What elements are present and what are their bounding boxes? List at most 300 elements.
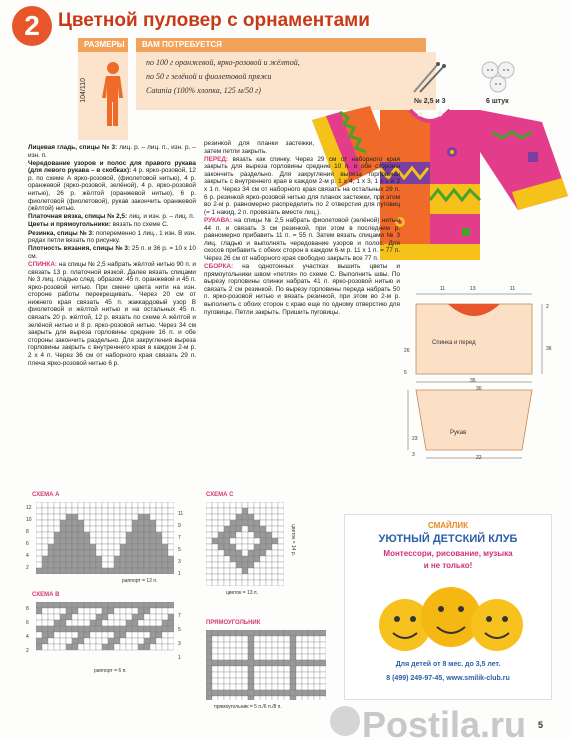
schematic-bottom: 35	[470, 378, 476, 384]
chart-cell	[168, 644, 174, 650]
chart-cell	[236, 532, 242, 538]
chart-cell	[248, 696, 254, 700]
chart-cell	[254, 660, 260, 666]
chart-cell	[272, 672, 278, 678]
section-text: на однотонных участках вышить цветы и прямоугольники швом «петля» по схеме С. Выполнить швы. По вырезу горловины спинки набрать 41 п. ярко-розовой нитью и связать 2 см резинкой. По вырезу горловины переда набрать 50 п. ярко-розовой нитью и вязать резинкой, при этом во 2-м р. выполнить с обоих сторон с краю еще по одному отверстию для пуговицы. Петли закрыть. Пришить пуговицы.	[204, 263, 400, 316]
chart-cell	[206, 642, 212, 648]
smiley-balls-icon	[375, 577, 525, 657]
chart-cell	[254, 526, 260, 532]
chart-cell	[230, 502, 236, 508]
chart-cell	[278, 556, 284, 562]
chart-cell	[90, 644, 96, 650]
chart-c-flower-side: цветок = 14 р.	[290, 524, 296, 557]
chart-cell	[90, 538, 96, 544]
chart-cell	[144, 614, 150, 620]
chart-cell	[96, 562, 102, 568]
chart-cell	[54, 608, 60, 614]
chart-cell	[84, 544, 90, 550]
chart-cell	[218, 526, 224, 532]
chart-cell	[224, 672, 230, 678]
chart-cell	[114, 538, 120, 544]
chart-cell	[150, 614, 156, 620]
chart-cell	[236, 538, 242, 544]
chart-cell	[290, 684, 296, 690]
chart-cell	[156, 544, 162, 550]
chart-cell	[236, 642, 242, 648]
chart-cell	[144, 520, 150, 526]
chart-cell	[254, 690, 260, 696]
chart-cell	[320, 678, 326, 684]
chart-cell	[78, 602, 84, 608]
chart-cell	[144, 638, 150, 644]
chart-cell	[66, 532, 72, 538]
chart-cell	[272, 678, 278, 684]
chart-cell	[266, 654, 272, 660]
chart-cell	[266, 526, 272, 532]
ad-brand: СМАЙЛИК	[427, 521, 469, 530]
chart-cell	[42, 502, 48, 508]
chart-cell	[218, 648, 224, 654]
schematic-body-label: Спинка и перед	[432, 340, 476, 346]
chart-cell	[126, 508, 132, 514]
chart-cell	[278, 502, 284, 508]
chart-cell	[290, 666, 296, 672]
chart-cell	[320, 648, 326, 654]
chart-cell	[278, 574, 284, 580]
chart-cell	[78, 532, 84, 538]
schematic-left-1: 26	[404, 348, 410, 354]
chart-cell	[248, 520, 254, 526]
chart-cell	[114, 568, 120, 574]
chart-cell	[60, 520, 66, 526]
chart-cell	[314, 678, 320, 684]
chart-cell	[60, 538, 66, 544]
chart-cell	[230, 678, 236, 684]
chart-cell	[72, 508, 78, 514]
chart-cell	[120, 632, 126, 638]
chart-cell	[132, 550, 138, 556]
chart-cell	[132, 644, 138, 650]
chart-cell	[162, 532, 168, 538]
chart-b-rows-right	[178, 609, 181, 665]
chart-cell	[218, 544, 224, 550]
chart-cell	[314, 690, 320, 696]
chart-cell	[42, 508, 48, 514]
chart-cell	[248, 502, 254, 508]
chart-cell	[272, 568, 278, 574]
chart-cell	[84, 644, 90, 650]
chart-cell	[150, 608, 156, 614]
chart-cell	[278, 550, 284, 556]
chart-cell	[150, 556, 156, 562]
row-number: 4	[26, 553, 29, 559]
chart-cell	[320, 672, 326, 678]
chart-cell	[308, 636, 314, 642]
chart-cell	[260, 666, 266, 672]
knitting-needles-icon	[408, 60, 448, 96]
chart-cell	[108, 644, 114, 650]
ad-contact[interactable]: 8 (499) 249-97-45, www.smilik-club.ru	[386, 675, 510, 682]
chart-cell	[266, 532, 272, 538]
chart-cell	[302, 684, 308, 690]
chart-cell	[206, 654, 212, 660]
chart-cell	[236, 654, 242, 660]
chart-cell	[224, 642, 230, 648]
chart-cell	[260, 690, 266, 696]
chart-cell	[120, 550, 126, 556]
chart-cell	[156, 626, 162, 632]
chart-cell	[78, 526, 84, 532]
chart-cell	[150, 532, 156, 538]
chart-cell	[168, 550, 174, 556]
chart-cell	[284, 666, 290, 672]
chart-cell	[248, 568, 254, 574]
chart-cell	[156, 514, 162, 520]
chart-cell	[120, 514, 126, 520]
chart-cell	[266, 520, 272, 526]
chart-cell	[248, 580, 254, 586]
chart-cell	[218, 502, 224, 508]
chart-cell	[272, 690, 278, 696]
chart-cell	[212, 550, 218, 556]
chart-cell	[272, 648, 278, 654]
section-text: вязать по схеме С.	[110, 221, 169, 229]
chart-cell	[260, 684, 266, 690]
chart-cell	[296, 684, 302, 690]
chart-cell	[156, 620, 162, 626]
chart-cell	[54, 508, 60, 514]
chart-cell	[78, 626, 84, 632]
chart-b-caption: СХЕМА В	[32, 592, 60, 598]
chart-cell	[72, 632, 78, 638]
chart-cell	[308, 684, 314, 690]
chart-cell	[320, 636, 326, 642]
chart-cell	[108, 532, 114, 538]
section-heading: Лицевая гладь, спицы № 3:	[28, 144, 118, 151]
rect-chart-note: прямоугольник = 5 п./6 п./8 п.	[214, 704, 282, 710]
chart-cell	[296, 636, 302, 642]
chart-cell	[138, 626, 144, 632]
chart-cell	[296, 690, 302, 696]
chart-cell	[290, 636, 296, 642]
chart-cell	[272, 520, 278, 526]
chart-b-rows	[26, 602, 29, 658]
chart-cell	[138, 638, 144, 644]
chart-cell	[224, 684, 230, 690]
chart-cell	[90, 520, 96, 526]
chart-cell	[66, 526, 72, 532]
chart-cell	[242, 642, 248, 648]
chart-cell	[254, 636, 260, 642]
chart-cell	[90, 602, 96, 608]
section-heading: Цветы и прямоугольники:	[28, 221, 111, 229]
chart-cell	[144, 508, 150, 514]
chart-cell	[224, 630, 230, 636]
chart-cell	[138, 526, 144, 532]
chart-cell	[266, 562, 272, 568]
needles-caption: № 2,5 и 3	[414, 98, 446, 105]
chart-cell	[266, 636, 272, 642]
chart-cell	[96, 502, 102, 508]
chart-cell	[230, 580, 236, 586]
chart-cell	[284, 684, 290, 690]
chart-cell	[48, 502, 54, 508]
chart-cell	[102, 514, 108, 520]
section-text: 4 р. ярко-розовой, 12 р. по схеме А ярко-розовой, (фиолетовой нитью), 4 р. оранжевой (ярко-розовой, зелёной), 4 р. ярко-розовой нитью), 26 р. жёлтой (оранжевой нитью), 6 р. фиолетовой (фиолетовой), рукав закончить оранжевой (жёлтой) нитью.	[28, 167, 196, 213]
chart-cell	[224, 696, 230, 700]
chart-cell	[126, 544, 132, 550]
chart-cell	[156, 538, 162, 544]
chart-cell	[248, 526, 254, 532]
chart-cell	[168, 526, 174, 532]
chart-cell	[132, 632, 138, 638]
chart-cell	[314, 666, 320, 672]
chart-cell	[308, 696, 314, 700]
chart-cell	[206, 690, 212, 696]
chart-cell	[278, 690, 284, 696]
chart-cell	[66, 562, 72, 568]
chart-cell	[290, 654, 296, 660]
chart-cell	[96, 514, 102, 520]
chart-cell	[314, 672, 320, 678]
chart-cell	[144, 620, 150, 626]
chart-cell	[296, 678, 302, 684]
chart-cell	[108, 514, 114, 520]
chart-cell	[60, 602, 66, 608]
chart-cell	[230, 568, 236, 574]
chart-cell	[218, 520, 224, 526]
chart-cell	[308, 654, 314, 660]
chart-cell	[212, 508, 218, 514]
chart-cell	[162, 626, 168, 632]
chart-cell	[212, 544, 218, 550]
chart-cell	[102, 626, 108, 632]
chart-cell	[260, 696, 266, 700]
chart-cell	[278, 526, 284, 532]
chart-cell	[108, 520, 114, 526]
chart-cell	[260, 660, 266, 666]
chart-cell	[296, 696, 302, 700]
chart-cell	[72, 562, 78, 568]
chart-cell	[42, 562, 48, 568]
chart-cell	[218, 562, 224, 568]
chart-cell	[248, 678, 254, 684]
ad-line-2: и не только!	[423, 561, 473, 570]
chart-cell	[90, 562, 96, 568]
chart-cell	[230, 532, 236, 538]
chart-cell	[218, 642, 224, 648]
row-number: 6	[26, 620, 29, 626]
chart-cell	[54, 562, 60, 568]
chart-cell	[90, 502, 96, 508]
chart-cell	[242, 532, 248, 538]
chart-cell	[230, 562, 236, 568]
chart-cell	[48, 520, 54, 526]
chart-cell	[102, 608, 108, 614]
chart-cell	[266, 630, 272, 636]
chart-cell	[66, 614, 72, 620]
chart-cell	[272, 642, 278, 648]
chart-cell	[168, 626, 174, 632]
chart-cell	[230, 544, 236, 550]
chart-cell	[218, 556, 224, 562]
row-number: 6	[26, 541, 29, 547]
chart-cell	[248, 642, 254, 648]
chart-cell	[156, 508, 162, 514]
chart-cell	[236, 556, 242, 562]
chart-cell	[150, 632, 156, 638]
chart-cell	[224, 544, 230, 550]
chart-cell	[224, 654, 230, 660]
chart-cell	[66, 520, 72, 526]
chart-cell	[278, 508, 284, 514]
chart-cell	[206, 678, 212, 684]
chart-cell	[60, 638, 66, 644]
chart-cell	[290, 660, 296, 666]
chart-cell	[156, 644, 162, 650]
chart-cell	[144, 626, 150, 632]
chart-cell	[132, 514, 138, 520]
chart-cell	[90, 568, 96, 574]
chart-cell	[48, 532, 54, 538]
chart-c-flower: цветок = 13 п.	[226, 590, 259, 596]
chart-cell	[212, 642, 218, 648]
chart-cell	[212, 690, 218, 696]
chart-cell	[212, 678, 218, 684]
chart-cell	[224, 648, 230, 654]
chart-cell	[138, 520, 144, 526]
chart-cell	[54, 550, 60, 556]
chart-cell	[144, 602, 150, 608]
chart-cell	[66, 544, 72, 550]
materials-line-2: по 50 г зелёной и фиолетовой пряжи	[146, 72, 272, 81]
section-heading: СПИНКА:	[28, 260, 58, 268]
chart-cell	[308, 672, 314, 678]
chart-cell	[54, 502, 60, 508]
chart-cell	[272, 544, 278, 550]
chart-cell	[126, 514, 132, 520]
chart-cell	[272, 696, 278, 700]
chart-cell	[254, 550, 260, 556]
chart-cell	[302, 636, 308, 642]
chart-cell	[242, 520, 248, 526]
chart-cell	[296, 642, 302, 648]
chart-cell	[236, 526, 242, 532]
chart-cell	[224, 526, 230, 532]
chart-cell	[260, 532, 266, 538]
chart-cell	[114, 550, 120, 556]
chart-cell	[248, 544, 254, 550]
chart-cell	[212, 636, 218, 642]
chart-cell	[224, 508, 230, 514]
chart-cell	[108, 638, 114, 644]
chart-cell	[272, 666, 278, 672]
chart-cell	[218, 538, 224, 544]
chart-cell	[72, 556, 78, 562]
row-number: 2	[26, 565, 29, 571]
chart-cell	[138, 532, 144, 538]
chart-cell	[230, 514, 236, 520]
chart-cell	[162, 544, 168, 550]
chart-cell	[36, 626, 42, 632]
chart-cell	[78, 520, 84, 526]
chart-cell	[290, 642, 296, 648]
chart-cell	[266, 690, 272, 696]
chart-cell	[66, 556, 72, 562]
chart-cell	[138, 544, 144, 550]
chart-cell	[90, 614, 96, 620]
chart-cell	[248, 684, 254, 690]
chart-cell	[218, 684, 224, 690]
chart-cell	[284, 678, 290, 684]
chart-cell	[48, 538, 54, 544]
chart-cell	[90, 620, 96, 626]
chart-cell	[54, 614, 60, 620]
chart-cell	[278, 696, 284, 700]
chart-cell	[120, 608, 126, 614]
chart-cell	[254, 532, 260, 538]
chart-cell	[206, 630, 212, 636]
chart-cell	[60, 620, 66, 626]
watermark: Postila.ru	[362, 704, 527, 740]
chart-cell	[156, 638, 162, 644]
section-heading: СБОРКА:	[204, 263, 234, 270]
schematic-right-2: 36	[546, 346, 552, 352]
chart-cell	[60, 508, 66, 514]
section-text: 25 п. и 36 р. = 10 х 10 см.	[28, 245, 196, 260]
chart-cell	[114, 638, 120, 644]
chart-cell	[290, 630, 296, 636]
chart-cell	[144, 608, 150, 614]
chart-cell	[114, 526, 120, 532]
chart-cell	[278, 630, 284, 636]
chart-cell	[254, 696, 260, 700]
chart-b-grid	[36, 602, 174, 658]
chart-cell	[254, 684, 260, 690]
section-heading: Резинка, спицы № 3:	[28, 229, 95, 237]
buttons-caption: 6 штук	[486, 98, 509, 105]
chart-cell	[78, 644, 84, 650]
chart-cell	[278, 514, 284, 520]
chart-cell	[84, 508, 90, 514]
chart-cell	[96, 532, 102, 538]
chart-cell	[132, 526, 138, 532]
chart-cell	[102, 614, 108, 620]
advert-smilik-club[interactable]	[344, 514, 552, 700]
chart-cell	[120, 556, 126, 562]
chart-cell	[224, 538, 230, 544]
chart-cell	[314, 630, 320, 636]
chart-cell	[126, 644, 132, 650]
chart-cell	[224, 636, 230, 642]
chart-cell	[242, 508, 248, 514]
chart-cell	[224, 580, 230, 586]
chart-cell	[138, 562, 144, 568]
section-heading: РУКАВА:	[204, 216, 232, 224]
chart-cell	[320, 666, 326, 672]
chart-cell	[236, 502, 242, 508]
chart-cell	[138, 614, 144, 620]
chart-cell	[224, 690, 230, 696]
row-number: 10	[26, 517, 32, 523]
chart-cell	[290, 696, 296, 700]
chart-cell	[84, 614, 90, 620]
chart-cell	[36, 514, 42, 520]
chart-cell	[278, 648, 284, 654]
chart-cell	[162, 632, 168, 638]
chart-cell	[150, 514, 156, 520]
chart-cell	[156, 568, 162, 574]
